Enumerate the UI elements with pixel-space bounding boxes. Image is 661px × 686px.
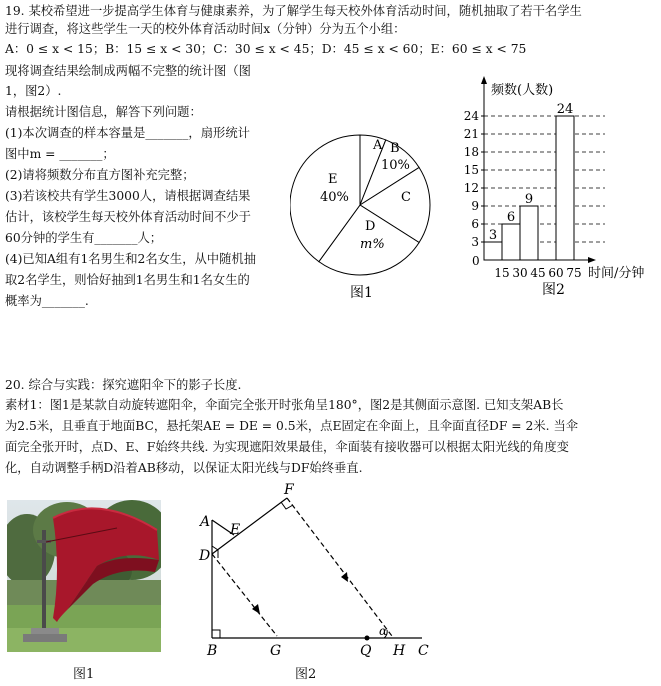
right-angle-b xyxy=(212,630,220,638)
y-axis-label: 频数(人数) xyxy=(491,83,554,98)
umbrella-diagram xyxy=(190,478,440,686)
pie-label-b-pct: 10% xyxy=(381,158,410,173)
q19-line-15: 概率为_______. xyxy=(5,294,89,308)
label-q: Q xyxy=(360,643,372,659)
bar-c xyxy=(520,206,538,260)
pie-label-c: C xyxy=(401,190,411,205)
q19-line-8: 图中m = _______； xyxy=(5,147,115,161)
x-axis-arrow xyxy=(588,257,596,263)
bar-value-e: 24 xyxy=(556,102,574,117)
bar-a xyxy=(484,242,502,260)
q19-line-14: 取2名学生，则恰好抽到1名男生和1名女生的 xyxy=(5,273,250,287)
x-axis-label: 时间/分钟 xyxy=(588,266,645,281)
label-g: G xyxy=(270,643,282,659)
x-tick-label-60: 60 xyxy=(548,266,564,280)
label-c: C xyxy=(418,643,429,659)
q19-line-12: 60分钟的学生有_______人； xyxy=(5,231,163,245)
pie-label-d-pct: m% xyxy=(360,237,385,252)
label-e: E xyxy=(230,522,241,538)
ray-fh xyxy=(287,498,392,636)
y-tick-label-15: 15 xyxy=(463,163,479,177)
q19-line-10: (3)若该校共有学生3000人，请根据调查结果 xyxy=(5,189,251,203)
y-axis-arrow xyxy=(481,76,487,84)
canopy-df xyxy=(212,498,287,554)
q20-line-2: 为2.5米，且垂直于地面BC，悬托架AE = DE = 0.5米，点E固定在伞面上，且伞面直径DF = 2米. 当伞 xyxy=(5,419,579,433)
bar-value-a: 3 xyxy=(488,228,498,243)
pie-caption: 图1 xyxy=(350,285,373,301)
bar-value-b: 6 xyxy=(506,210,516,225)
bar-value-c: 9 xyxy=(524,192,534,207)
pie-label-b: B xyxy=(390,141,400,156)
ray-fh-arrow xyxy=(341,572,348,582)
q19-line-3: A：0 ≤ x < 15；B：15 ≤ x < 30；C：30 ≤ x < 45；D：45 ≤ x < 60；E：60 ≤ x < 75 xyxy=(5,42,527,56)
photo-caption: 图1 xyxy=(73,667,95,682)
y-tick-label-6: 6 xyxy=(471,217,479,231)
ray-dg xyxy=(212,554,277,636)
y-tick-label-3: 3 xyxy=(471,235,479,249)
q19-line-1: 19. 某校希望进一步提高学生体育与健康素养，为了解学生每天校外体育活动时间，随机抽取了若干名学生 xyxy=(5,4,582,18)
x-tick-label-45: 45 xyxy=(530,266,546,280)
label-b: B xyxy=(207,643,218,659)
pie-label-a: A xyxy=(373,138,383,153)
pie-label-d: D xyxy=(365,219,376,234)
point-q-dot xyxy=(365,636,370,641)
q19-line-6: 请根据统计图信息，解答下列问题： xyxy=(5,105,202,119)
right-angle-f xyxy=(281,502,293,509)
histogram xyxy=(455,74,661,306)
q19-line-13: (4)已知A组有1名男生和2名女生，从中随机抽 xyxy=(5,252,256,266)
x-tick-label-75: 75 xyxy=(566,266,582,280)
label-d: D xyxy=(199,548,211,564)
q20-line-3: 面完全张开时，点D、E、F始终共线. 为实现遮阳效果最佳，伞面装有接收器可以根据太阳光线的角度变 xyxy=(5,440,569,454)
q19-line-11: 估计，该校学生每天校外体育活动时间不少于 xyxy=(5,210,251,224)
x-tick-label-30: 30 xyxy=(512,266,528,280)
histogram-caption: 图2 xyxy=(542,282,565,298)
umbrella-photo xyxy=(7,500,161,652)
label-f: F xyxy=(284,482,294,498)
q19-line-2: 进行调查，将这些学生一天的校外体育活动时间x（分钟）分为五个小组： xyxy=(5,22,406,36)
q20-title: 20. 综合与实践：探究遮阳伞下的影子长度. xyxy=(5,378,242,392)
q20-line-4: 化，自动调整手柄D沿着AB移动，以保证太阳光线与DF始终垂直. xyxy=(5,461,363,475)
y-tick-label-9: 9 xyxy=(471,199,479,213)
q19-line-5: 1，图2）. xyxy=(5,84,62,98)
q19-line-9: (2)请将频数分布直方图补充完整； xyxy=(5,168,195,182)
label-alpha: α xyxy=(379,624,388,638)
y-tick-label-24: 24 xyxy=(463,109,479,123)
label-a: A xyxy=(200,514,211,530)
bar-e xyxy=(556,116,574,260)
x-tick-label-15: 15 xyxy=(494,266,510,280)
q19-line-4: 现将调查结果绘制成两幅不完整的统计图（图 xyxy=(5,64,251,78)
y-tick-label-12: 12 xyxy=(463,181,479,195)
label-h: H xyxy=(393,643,406,659)
pie-label-e-pct: 40% xyxy=(320,190,349,205)
bar-b xyxy=(502,224,520,260)
y-tick-label-18: 18 xyxy=(463,145,479,159)
origin-label: 0 xyxy=(472,254,480,268)
q20-line-1: 素材1：图1是某款自动旋转遮阳伞，伞面完全张开时张角呈180°，图2是其侧面示意图. 已知支架AB长 xyxy=(5,398,564,412)
pie-chart xyxy=(290,125,440,305)
q19-line-7: (1)本次调查的样本容量是_______，扇形统计 xyxy=(5,126,250,140)
y-tick-label-21: 21 xyxy=(463,127,479,141)
diagram-caption: 图2 xyxy=(295,667,317,682)
pie-label-e: E xyxy=(328,172,338,187)
